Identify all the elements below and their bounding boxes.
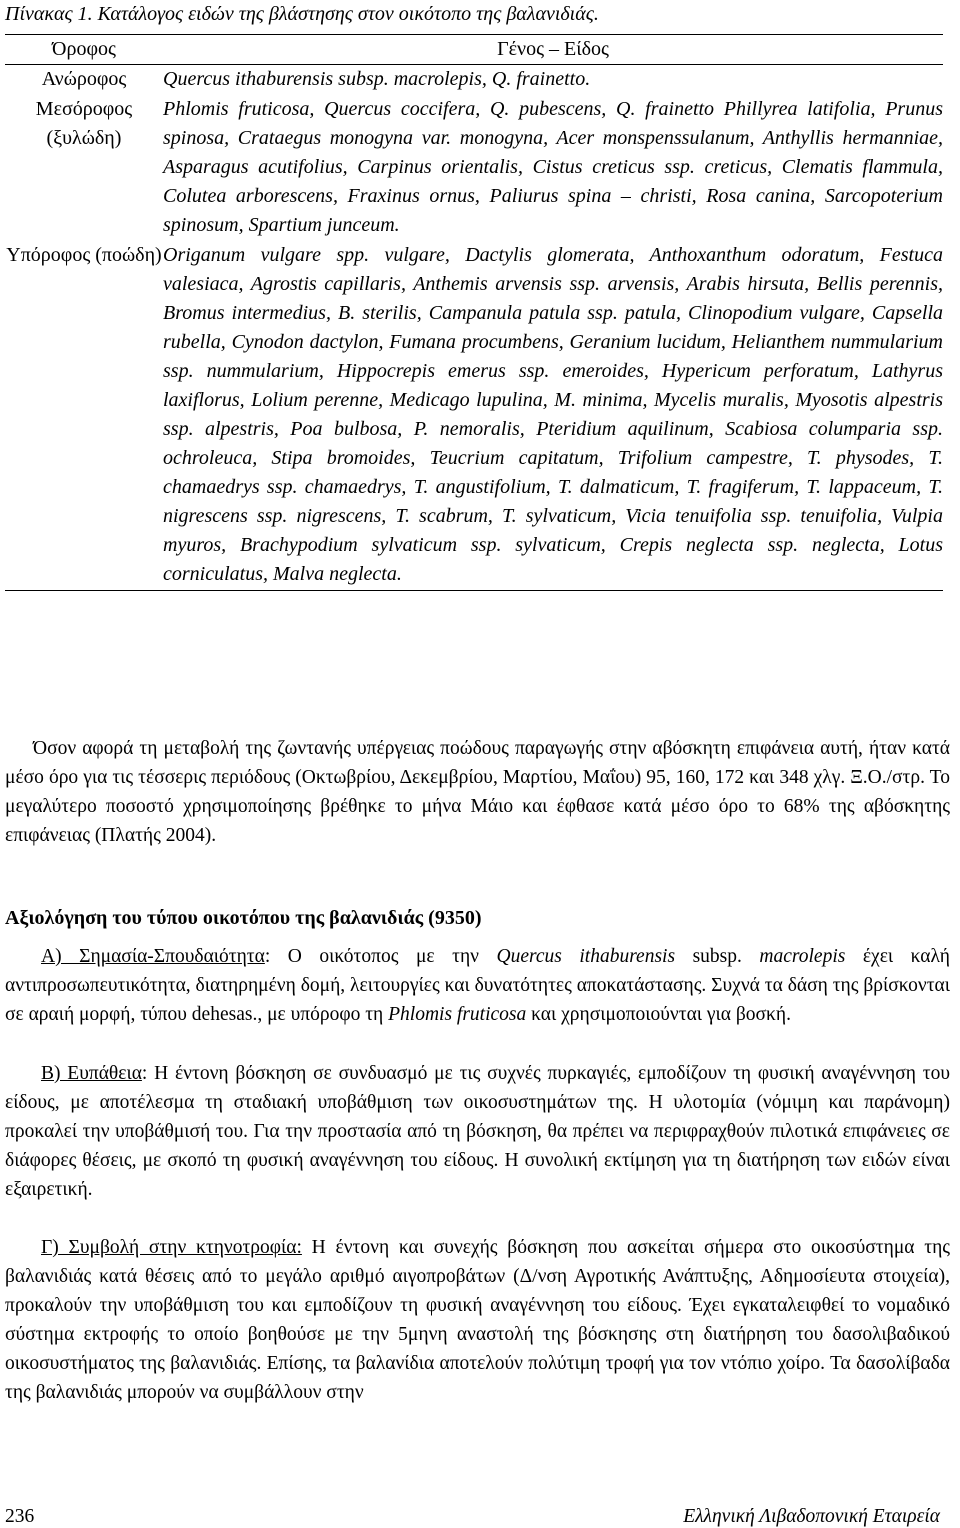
table-row xyxy=(5,95,943,241)
section-b-text: : Η έντονη βόσκηση σε συνδυασμό με τις συχνές πυρκαγιές, εμποδίζουν τη φυσική αναγέννηση του είδους, με αποτέλεσμα τη σταδιακή υποβάθμιση των οικοσυστημάτων της. Η υλοτομία (νόμιμη και παράνομη) προκαλεί την υποβάθμισή του. Για την προστασία από τη βόσκηση, θα πρέπει να περιφραχθούν πιλοτικά επιφάνειες σε διάφορες θέσεις, με σκοπό τη φυσική αναγέννηση του είδους. Η συνολική εκτίμηση για τη διατήρηση των ειδών είναι εξαιρετική. xyxy=(5,1063,950,1200)
section-c-text: Η έντονη και συνεχής βόσκηση που ασκείται σήμερα στο οικοσύστημα της βαλανιδιάς κατά θέσεις από το μεγάλο αριθμό αιγοπροβάτων (Δ/νση Αγροτικής Ανάπτυξης, Αδημοσίευτα στοιχεία), προκαλούν την υποβάθμιση του και εμποδίζουν τη φυσική αναγέννηση του είδους. Έχει εγκαταλειφθεί το νομαδικό σύστημα εκτροφής το οποίο βοηθούσε με την 5μηνη αναστολή της βόσκησης στη διατήρηση του δασολιβαδικού οικοσυστήματος της βαλανιδιάς. Επίσης, τα βαλανίδια αποτελούν πολύτιμη τροφή για τον ντόπιο χοίρο. Τα δασολίβαδα της βαλανιδιάς μπορούν να συμβάλλουν στην xyxy=(5,1237,951,1403)
column-header-layer: Όροφος xyxy=(52,38,116,60)
productivity-paragraph: Όσον αφορά τη μεταβολή της ζωντανής υπέργειας ποώδους παραγωγής στην αβόσκητη επιφάνεια αυτή, ήταν κατά μέσο όρο για τις τέσσερις περιόδους (Οκτωβρίου, Δεκεμβρίου, Μαρτίου, Μαΐου) 95, 160, 172 και 348 χλγ. Ξ.Ο./στρ. Το μεγαλύτερο ποσοστό χρησιμοποίησης βρέθηκε το μήνα Μάιο και έφθασε κατά μέσο όρο το 68% της αβόσκητης επιφάνειας (Πλατής 2004). xyxy=(5,738,950,846)
species-cell: Quercus ithaburensis subsp. macrolepis, Q. frainetto. xyxy=(163,68,591,90)
section-b-paragraph xyxy=(5,1059,950,1204)
species-table xyxy=(5,34,943,591)
table-row xyxy=(5,241,943,591)
section-a-text: έχει καλή αντιπροσωπευτικότητα, διατηρημένη δομή, λειτουργίες και δυνατότητες αποκατάστασης. Συχνά τα δάση της βρίσκονται σε αραιή μορφή, τύπου dehesas., με υπόροφο τη xyxy=(5,946,951,1025)
species-cell: Origanum vulgare spp. vulgare, Dactylis glomerata, Anthoxanthum odoratum, Festuca valesiaca, Agrostis capillaris, Anthemis arvensis ssp. arvensis, Arabis hirsuta, Bellis perennis, Bromus intermedius, B. sterilis, Campanula patula ssp. patula, Clinopodium vulgare, Capsella rubella, Cynodon dactylon, Fumana procumbens, Geranium lucidum, Helianthem nummularium ssp. nummularium, Hippocrepis emerus ssp. emeroides, Hypericum perforatum, Lathyrus laxiflorus, Lolium perenne, Medicago lupulina, M. minima, Mycelis muralis, Myosotis alpestris ssp. alpestris, Poa bulbosa, P. nemoralis, Pteridium aquilinum, Scabiosa columparia ssp. ochroleuca, Stipa bromoides, Teucrium capitatum, Trifolium campestre, T. physodes, T. chamaedrys ssp. chamaedrys, T. angustifolium, T. dalmaticum, T. fragiferum, T. lappaceum, T. nigrescens ssp. nigrescens, T. scabrum, T. sylvaticum, Vicia tenuifolia ssp. tenuifolia, Vulpia myuros, Brachypodium sylvaticum ssp. sylvaticum, Crepis neglecta ssp. neglecta, Lotus corniculatus, Malva neglecta. xyxy=(163,244,943,585)
section-a-species: Phlomis fruticosa xyxy=(388,1004,527,1025)
section-a-species: Quercus ithaburensis xyxy=(496,946,676,967)
page-number: 236 xyxy=(5,1506,35,1527)
table-header-row xyxy=(5,35,943,65)
section-a-text: subsp. xyxy=(675,946,760,967)
section-a-text: και χρησιμοποιούνται για βοσκή. xyxy=(526,1004,791,1025)
section-c-label: Γ) Συμβολή στην κτηνοτροφία: xyxy=(41,1237,302,1258)
publisher-name: Ελληνική Λιβαδοπονική Εταιρεία xyxy=(683,1506,940,1527)
layer-cell: Μεσόροφος (ξυλώδη) xyxy=(35,98,133,149)
layer-cell: Υπόροφος (ποώδη) xyxy=(6,244,162,266)
section-a-paragraph xyxy=(5,942,950,1029)
section-a-label: Α) Σημασία-Σπουδαιότητα xyxy=(41,946,265,967)
section-a-text: : Ο οικότοπος με την xyxy=(264,946,497,967)
species-cell: Phlomis fruticosa, Quercus coccifera, Q. pubescens, Q. frainetto Phillyrea latifolia, Prunus spinosa, Crataegus monogyna var. monogyna, Acer monspenssulanum, Anthyllis hermanniae, Asparagus acutifolius, Carpinus orientalis, Cistus creticus ssp. creticus, Clematis flammula, Colutea arborescens, Fraxinus ornus, Paliurus spina – christi, Rosa canina, Sarcopoterium spinosum, Spartium junceum. xyxy=(163,98,943,236)
column-header-species: Γένος – Είδος xyxy=(497,38,609,60)
section-heading: Αξιολόγηση του τύπου οικοτόπου της βαλανιδιάς (9350) xyxy=(5,907,482,929)
section-a-species: macrolepis xyxy=(759,946,846,967)
section-b-label: Β) Ευπάθεια xyxy=(41,1063,142,1084)
table-row xyxy=(5,65,943,96)
layer-cell: Ανώροφος xyxy=(41,68,127,90)
section-c-paragraph xyxy=(5,1233,950,1407)
table-caption: Πίνακας 1. Κατάλογος ειδών της βλάστησης στον οικότοπο της βαλανιδιάς. xyxy=(5,3,599,25)
